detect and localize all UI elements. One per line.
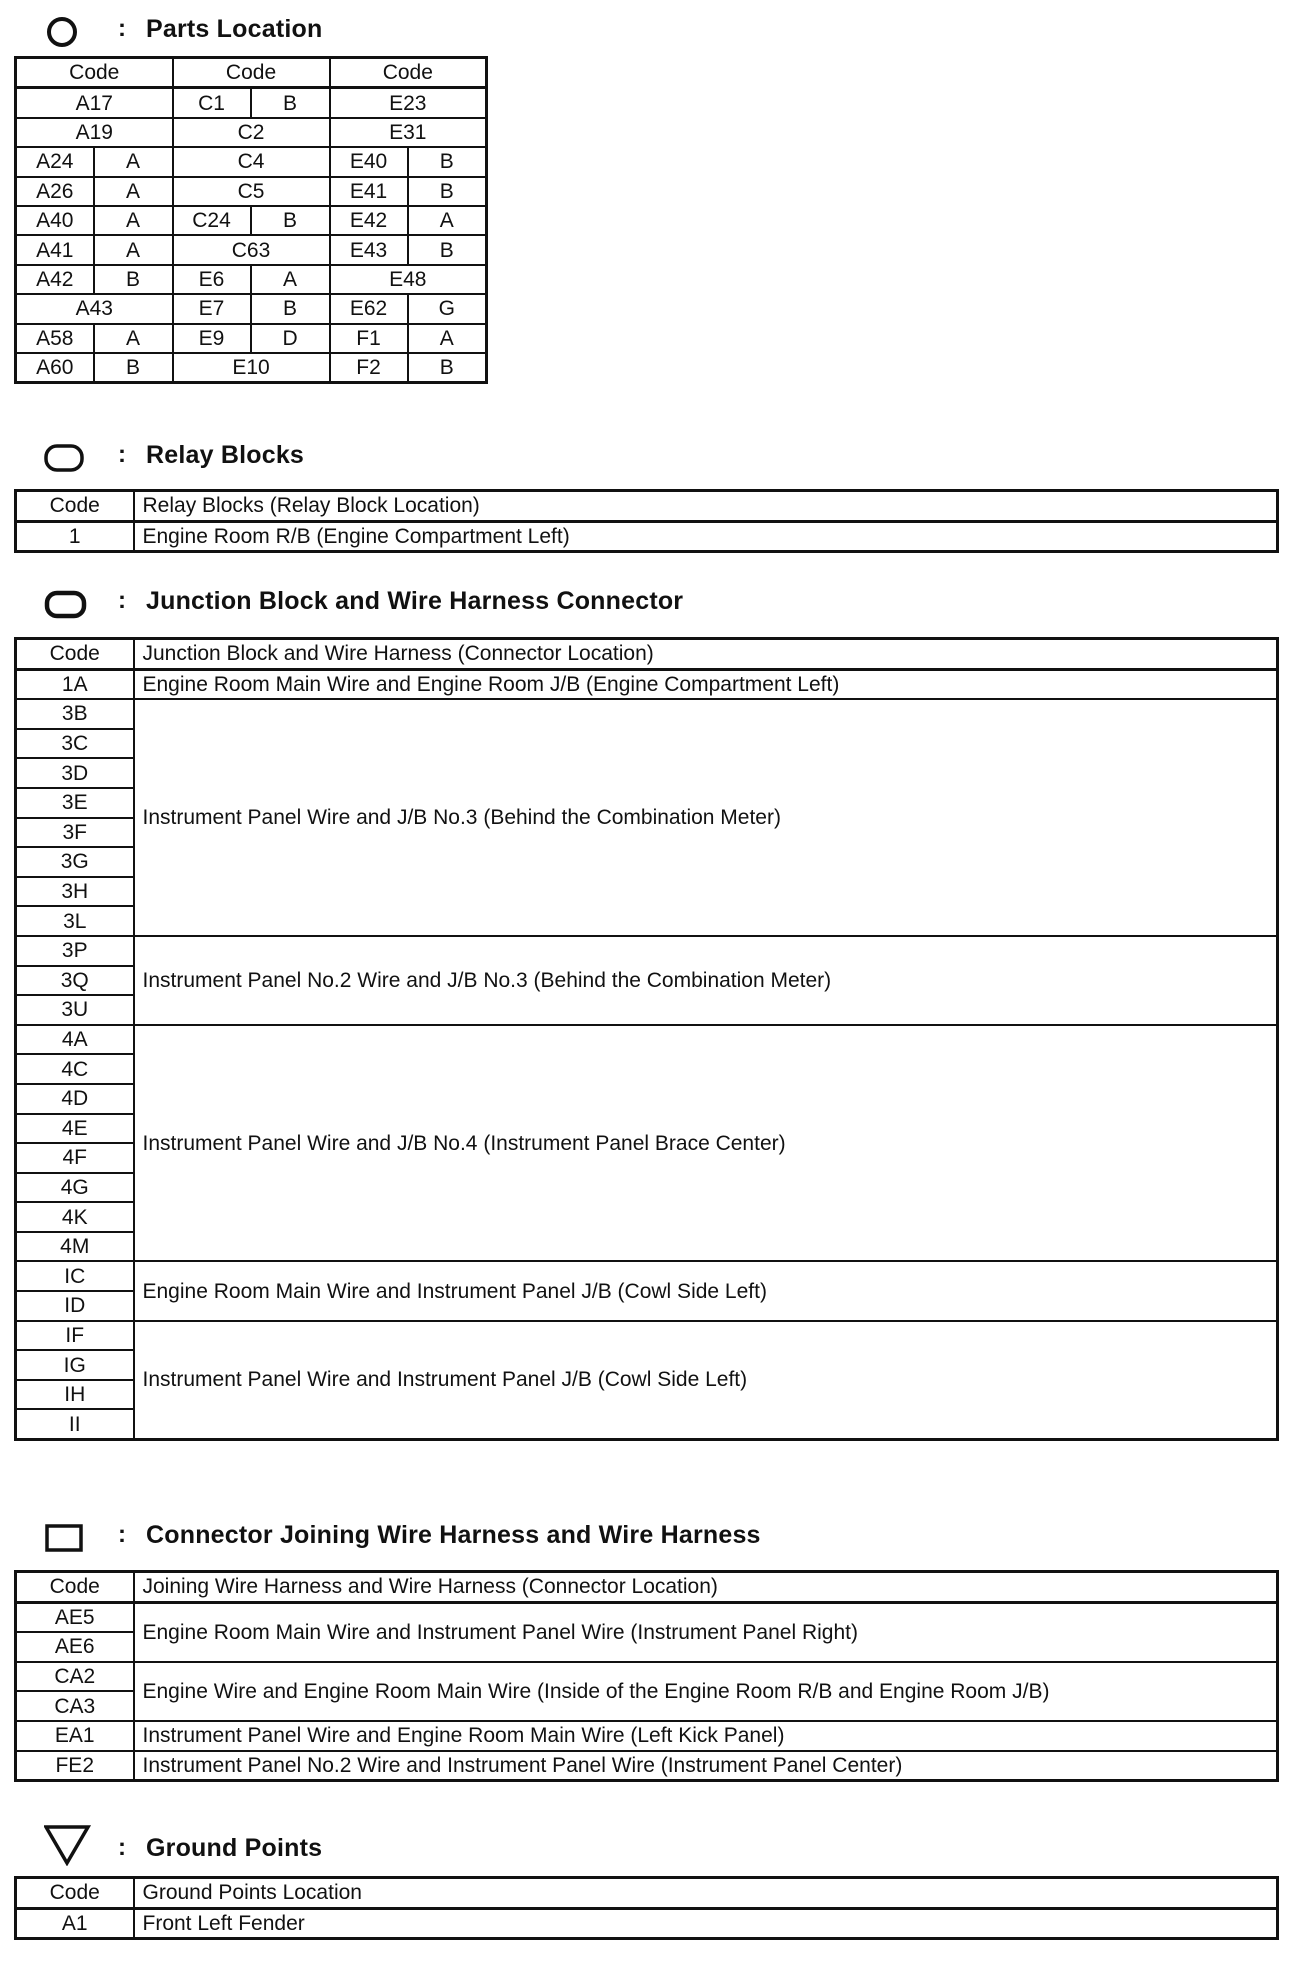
location-column-header: Ground Points Location	[134, 1878, 1278, 1909]
part-suffix-cell: A	[251, 265, 330, 294]
table-row	[16, 177, 487, 206]
part-suffix-cell: B	[94, 265, 173, 294]
parts-location-table	[14, 56, 488, 384]
connector-table	[14, 1570, 1279, 1782]
table-header-row	[16, 639, 1278, 670]
part-suffix-cell: B	[251, 88, 330, 118]
table-row	[16, 235, 487, 264]
code-cell: AE5	[16, 1602, 134, 1632]
code-cell: 3H	[16, 877, 134, 907]
bold-rounded-rect-icon	[44, 586, 90, 620]
code-cell: 3E	[16, 788, 134, 818]
table-row	[16, 206, 487, 235]
table-header-row	[16, 491, 1278, 522]
code-cell: 4D	[16, 1084, 134, 1114]
code-cell: CA2	[16, 1662, 134, 1692]
code-cell: 3P	[16, 936, 134, 966]
code-cell: 4M	[16, 1232, 134, 1262]
part-code-cell: C1	[173, 88, 251, 118]
table-header-row	[16, 1878, 1278, 1909]
table-row	[16, 1751, 1278, 1781]
table-row	[16, 118, 487, 147]
location-cell: Instrument Panel Wire and J/B No.4 (Instrument Panel Brace Center)	[134, 1025, 1278, 1262]
location-cell: Instrument Panel Wire and Engine Room Main Wire (Left Kick Panel)	[134, 1721, 1278, 1751]
part-suffix-cell: B	[251, 206, 330, 235]
part-code-cell: E10	[173, 353, 330, 383]
code-column-header: Code	[16, 1878, 134, 1909]
heading-colon: :	[118, 1834, 126, 1861]
relay-blocks-title: Relay Blocks	[146, 441, 305, 469]
code-cell: 4G	[16, 1173, 134, 1203]
code-cell: EA1	[16, 1721, 134, 1751]
part-suffix-cell: B	[408, 235, 487, 264]
relay-blocks-table	[14, 489, 1279, 553]
code-column-header: Code	[16, 491, 134, 522]
ground-points-table	[14, 1876, 1279, 1940]
location-cell: Engine Room Main Wire and Instrument Panel J/B (Cowl Side Left)	[134, 1261, 1278, 1320]
relay-blocks-heading	[44, 440, 444, 474]
table-row	[16, 1662, 1278, 1692]
location-cell: Front Left Fender	[134, 1908, 1278, 1939]
location-cell: Engine Room R/B (Engine Compartment Left)	[134, 521, 1278, 552]
part-suffix-cell: B	[408, 353, 487, 383]
code-cell: IH	[16, 1380, 134, 1410]
part-suffix-cell: A	[94, 206, 173, 235]
code-cell: 4K	[16, 1202, 134, 1232]
part-code-cell: A43	[16, 294, 173, 323]
part-suffix-cell: A	[94, 235, 173, 264]
code-column-header: Code	[16, 639, 134, 670]
part-code-cell: E40	[330, 147, 408, 176]
heading-colon: :	[118, 15, 126, 42]
part-code-cell: C63	[173, 235, 330, 264]
part-code-cell: E7	[173, 294, 251, 323]
location-column-header: Relay Blocks (Relay Block Location)	[134, 491, 1278, 522]
part-code-cell: A26	[16, 177, 94, 206]
junction-block-title: Junction Block and Wire Harness Connector	[146, 587, 684, 615]
code-cell: 4F	[16, 1143, 134, 1173]
code-cell: II	[16, 1409, 134, 1439]
connector-heading	[44, 1520, 944, 1554]
circle-icon	[44, 14, 84, 48]
part-code-cell: A58	[16, 324, 94, 353]
column-header: Code	[173, 58, 330, 88]
part-code-cell: E42	[330, 206, 408, 235]
part-code-cell: E43	[330, 235, 408, 264]
table-row	[16, 521, 1278, 552]
table-row	[16, 699, 1278, 729]
part-code-cell: C5	[173, 177, 330, 206]
code-cell: 3G	[16, 847, 134, 877]
parts-location-title: Parts Location	[146, 15, 323, 43]
column-header: Code	[16, 58, 173, 88]
table-row	[16, 1261, 1278, 1291]
part-suffix-cell: A	[408, 324, 487, 353]
table-row	[16, 147, 487, 176]
ground-points-heading	[44, 1824, 644, 1862]
location-cell: Engine Room Main Wire and Engine Room J/B (Engine Compartment Left)	[134, 669, 1278, 699]
location-column-header: Junction Block and Wire Harness (Connector Location)	[134, 639, 1278, 670]
part-code-cell: E48	[330, 265, 487, 294]
part-code-cell: E6	[173, 265, 251, 294]
part-code-cell: E9	[173, 324, 251, 353]
part-code-cell: E31	[330, 118, 487, 147]
code-cell: 1A	[16, 669, 134, 699]
code-cell: ID	[16, 1291, 134, 1321]
table-row	[16, 353, 487, 383]
column-header: Code	[330, 58, 487, 88]
part-suffix-cell: B	[251, 294, 330, 323]
table-row	[16, 936, 1278, 966]
location-cell: Engine Wire and Engine Room Main Wire (Inside of the Engine Room R/B and Engine Room J/B)	[134, 1662, 1278, 1721]
junction-block-table	[14, 637, 1279, 1441]
code-cell: 4E	[16, 1114, 134, 1144]
code-cell: 3L	[16, 906, 134, 936]
code-cell: CA3	[16, 1691, 134, 1721]
part-suffix-cell: A	[94, 177, 173, 206]
part-code-cell: F2	[330, 353, 408, 383]
location-cell: Instrument Panel No.2 Wire and Instrument Panel Wire (Instrument Panel Center)	[134, 1751, 1278, 1781]
code-cell: 3D	[16, 758, 134, 788]
table-row	[16, 324, 487, 353]
part-code-cell: A24	[16, 147, 94, 176]
code-cell: AE6	[16, 1632, 134, 1662]
table-row	[16, 265, 487, 294]
heading-colon: :	[118, 1521, 126, 1548]
part-code-cell: A60	[16, 353, 94, 383]
triangle-down-icon	[44, 1824, 94, 1866]
code-cell: IC	[16, 1261, 134, 1291]
table-row	[16, 1602, 1278, 1632]
connector-title: Connector Joining Wire Harness and Wire Harness	[146, 1521, 761, 1549]
part-code-cell: A41	[16, 235, 94, 264]
part-code-cell: A40	[16, 206, 94, 235]
code-cell: FE2	[16, 1751, 134, 1781]
code-column-header: Code	[16, 1572, 134, 1603]
table-row	[16, 1721, 1278, 1751]
table-row	[16, 1321, 1278, 1351]
code-cell: 4C	[16, 1054, 134, 1084]
heading-colon: :	[118, 441, 126, 468]
part-suffix-cell: G	[408, 294, 487, 323]
table-row	[16, 88, 487, 118]
heading-colon: :	[118, 587, 126, 614]
part-code-cell: C24	[173, 206, 251, 235]
code-cell: IF	[16, 1321, 134, 1351]
location-cell: Instrument Panel Wire and J/B No.3 (Behind the Combination Meter)	[134, 699, 1278, 936]
code-cell: 4A	[16, 1025, 134, 1055]
table-header-row	[16, 1572, 1278, 1603]
location-cell: Engine Room Main Wire and Instrument Panel Wire (Instrument Panel Right)	[134, 1602, 1278, 1662]
part-code-cell: F1	[330, 324, 408, 353]
code-cell: 3U	[16, 995, 134, 1025]
part-code-cell: E23	[330, 88, 487, 118]
code-cell: 1	[16, 521, 134, 552]
part-suffix-cell: B	[408, 147, 487, 176]
part-suffix-cell: D	[251, 324, 330, 353]
location-column-header: Joining Wire Harness and Wire Harness (Connector Location)	[134, 1572, 1278, 1603]
part-suffix-cell: A	[408, 206, 487, 235]
location-cell: Instrument Panel No.2 Wire and J/B No.3 (Behind the Combination Meter)	[134, 936, 1278, 1025]
part-code-cell: A42	[16, 265, 94, 294]
table-header-row	[16, 58, 487, 88]
part-code-cell: C4	[173, 147, 330, 176]
code-cell: 3B	[16, 699, 134, 729]
square-icon	[44, 1520, 88, 1554]
code-cell: 3Q	[16, 966, 134, 996]
location-cell: Instrument Panel Wire and Instrument Panel J/B (Cowl Side Left)	[134, 1321, 1278, 1440]
part-code-cell: A19	[16, 118, 173, 147]
part-code-cell: C2	[173, 118, 330, 147]
junction-block-heading	[44, 586, 844, 620]
code-cell: 3C	[16, 729, 134, 759]
part-suffix-cell: B	[94, 353, 173, 383]
part-suffix-cell: A	[94, 324, 173, 353]
rounded-rect-icon	[44, 440, 88, 474]
part-code-cell: A17	[16, 88, 173, 118]
code-cell: IG	[16, 1350, 134, 1380]
part-suffix-cell: B	[408, 177, 487, 206]
table-row	[16, 294, 487, 323]
code-cell: A1	[16, 1908, 134, 1939]
part-code-cell: E41	[330, 177, 408, 206]
table-row	[16, 1025, 1278, 1055]
part-code-cell: E62	[330, 294, 408, 323]
table-row	[16, 1908, 1278, 1939]
table-row	[16, 669, 1278, 699]
parts-location-heading	[44, 14, 444, 48]
ground-points-title: Ground Points	[146, 1834, 323, 1862]
part-suffix-cell: A	[94, 147, 173, 176]
code-cell: 3F	[16, 818, 134, 848]
